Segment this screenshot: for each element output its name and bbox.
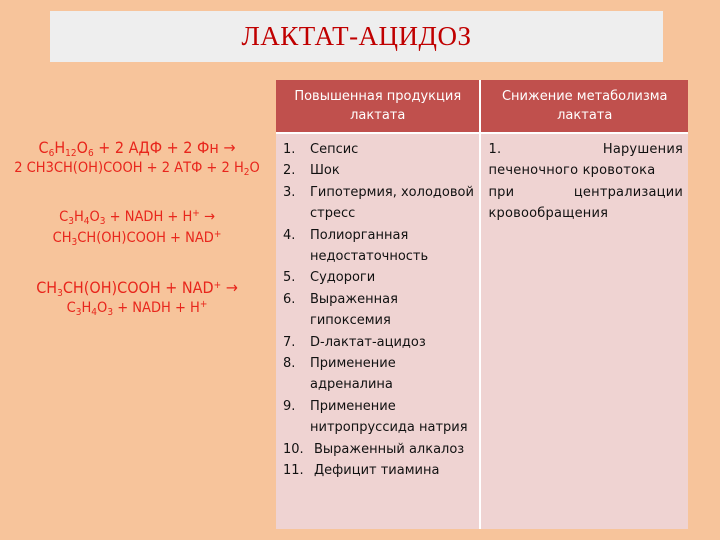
- list-item-text: Выраженная гипоксемия: [310, 291, 398, 329]
- list-item-text: Полиорганная недостаточность: [310, 227, 429, 265]
- lactate-causes-table: [276, 80, 688, 529]
- list-item-number: 11.: [283, 463, 304, 479]
- list-item-text: Применение адреналина: [310, 356, 396, 393]
- list-item-text: Гипотермия, холодовой стресс: [310, 184, 474, 222]
- list-item-number: 9.: [283, 398, 296, 414]
- increased-production-cell: [276, 133, 480, 529]
- list-item: [283, 267, 474, 288]
- list-item-text: Шок: [310, 163, 340, 179]
- list-item-text: Сепсис: [310, 142, 359, 157]
- title-banner: [50, 11, 663, 62]
- decreased-metabolism-line: кровообращения: [488, 206, 609, 222]
- list-item-text: Дефицит тиамина: [314, 463, 440, 479]
- list-item-text: D-лактат-ацидоз: [310, 334, 426, 350]
- list-item-text: Судороги: [310, 270, 376, 286]
- list-item-number: 4.: [283, 227, 296, 243]
- list-item-number: 10.: [283, 441, 304, 457]
- equation-pyruvate-reduction-line-1: $C_3H_4O_3$ + NADH + H+ →: [59, 208, 215, 227]
- decreased-metabolism-line: при централизации: [488, 184, 683, 200]
- equation-glycolysis-line-2: 2 CH3CH(OH)COOH + 2 АТФ + 2 $H_2O$: [14, 160, 260, 178]
- list-item-number: 5.: [283, 270, 296, 286]
- increased-production-list: [283, 139, 474, 482]
- list-item-number: 1.: [283, 142, 296, 157]
- list-item: [283, 353, 474, 396]
- list-item-number: 3.: [283, 184, 296, 200]
- page-title: ЛАКТАТ-АЦИДОЗ: [241, 21, 472, 51]
- list-item: [283, 289, 474, 332]
- list-item: [283, 139, 474, 160]
- list-item: [283, 460, 474, 481]
- list-item: [283, 182, 474, 225]
- list-item-text: Выраженный алкалоз: [314, 441, 465, 457]
- header-increased-production: Повышенная продукция лактата: [276, 80, 480, 133]
- decreased-metabolism-cell: [480, 133, 688, 529]
- list-item: [283, 332, 474, 353]
- list-item-number: 6.: [283, 291, 296, 307]
- equations-panel: [14, 137, 260, 319]
- decreased-metabolism-line: 1. Нарушения: [488, 142, 683, 157]
- list-item-number: 7.: [283, 334, 296, 350]
- list-item-number: 2.: [283, 163, 296, 179]
- list-item: [283, 225, 474, 268]
- decreased-metabolism-line: печеночного кровотока: [488, 163, 656, 179]
- list-item-number: 8.: [283, 356, 296, 372]
- equation-lactate-oxidation-line-2: $C_3H_4O_3$ + NADH + H+: [66, 299, 208, 318]
- header-decreased-metabolism: Снижение метаболизма лактата: [480, 80, 688, 133]
- equation-pyruvate-reduction-line-2: $CH_3CH(OH)COOH + NAD^+$: [52, 229, 222, 248]
- equation-glycolysis-line-1: $C_6H_{12}O_6 + 2$ АДФ + 2 Фн →: [38, 138, 236, 159]
- list-item: [283, 396, 474, 439]
- list-item-text: Применение нитропруссида натрия: [310, 398, 468, 436]
- list-item: [283, 160, 474, 181]
- list-item: [283, 439, 474, 460]
- equation-lactate-oxidation-line-1: $CH_3CH(OH)COOH + NAD^+$ →: [36, 278, 238, 299]
